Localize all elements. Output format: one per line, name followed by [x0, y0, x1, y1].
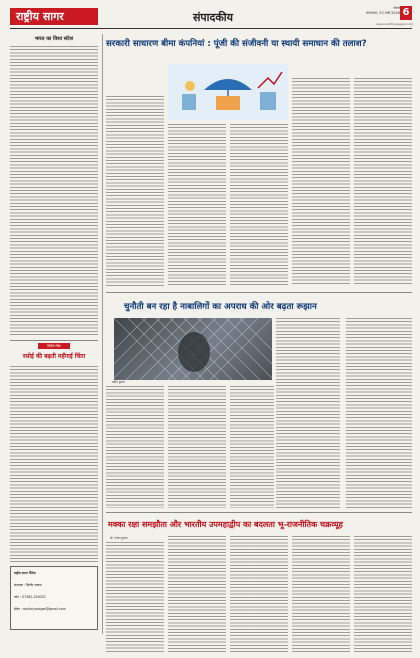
article-2-col-1: [106, 386, 164, 508]
insurance-umbrella-icon: [168, 64, 288, 120]
left-opinion-divider: [10, 340, 98, 341]
article-3-col-4: [292, 536, 350, 652]
article-1: [106, 34, 412, 290]
article-3-headline: मक्का रक्षा समझौता और भारतीय उपमहाद्वीप का बदलता भू-राजनीतिक चक्रव्यूह: [108, 520, 343, 529]
article-2-col-3: [276, 318, 340, 508]
article-1-divider: [106, 292, 412, 293]
paper-name: राष्ट्रीय सागर: [16, 10, 64, 23]
article-3-col-1: [106, 542, 164, 652]
left-column-rule: [102, 34, 103, 634]
article-1-headline: सरकारी साधारण बीमा कंपनियां : पूंजी की संजीवनी या स्थायी समाधान की तलाश?: [106, 39, 367, 49]
article-1-col-5: [354, 78, 412, 286]
masthead-divider: [10, 28, 412, 29]
contact-line-1: राष्ट्रीय सागर दैनिक: [14, 571, 36, 575]
contact-box: [10, 566, 98, 630]
left-body-text: [10, 46, 98, 336]
date-line: सागर मंगलवार, 23 मार्च 2026: [366, 6, 400, 15]
article-2-col-4: [346, 318, 412, 508]
article-2-headline: चुनौती बन रहा है नाबालिगों का अपराध की ओर बढ़ता रूझान: [124, 302, 317, 312]
article-3-col-5: [354, 536, 412, 652]
masthead: [0, 0, 420, 32]
left-column: [10, 34, 98, 634]
article-1-col-2: [168, 124, 226, 286]
article-2-col-2b: [230, 386, 274, 508]
page-number: 6: [402, 7, 410, 18]
opinion-tag: विशेष लेख: [38, 343, 70, 349]
opinion-title: रसोई की बढ़ती महँगाई चिंता: [22, 353, 86, 360]
article-1-col-4: [292, 78, 350, 286]
article-2-byline: प्रदीप कुमार: [112, 380, 125, 384]
article-2-col-2: [168, 386, 226, 508]
article-3-col-3: [230, 536, 288, 652]
article-2-photo: [114, 318, 272, 380]
article-2-divider: [106, 512, 412, 513]
website: www.rashtriyasagar.com: [376, 22, 413, 26]
contact-line-2: संपादक : दिलीप जायस: [14, 583, 42, 587]
fence-icon: [114, 318, 272, 380]
article-3: [106, 514, 412, 654]
article-3-byline: डॉ. राजेश कुमार: [110, 536, 128, 540]
article-2: [106, 294, 412, 512]
article-3-col-2: [168, 536, 226, 652]
contact-line-4: ईमेल : rashtriyasagar@gmail.com: [14, 607, 66, 611]
left-section-title: भारत का विश्व संदेश: [34, 36, 74, 42]
contact-line-3: फोन : 07582-220052: [14, 595, 46, 599]
article-1-col-3: [230, 124, 288, 286]
insurance-illustration: [168, 64, 288, 120]
article-1-col-1: [106, 96, 164, 286]
opinion-body-text: [10, 366, 98, 562]
section-title: संपादकीय: [192, 11, 234, 24]
